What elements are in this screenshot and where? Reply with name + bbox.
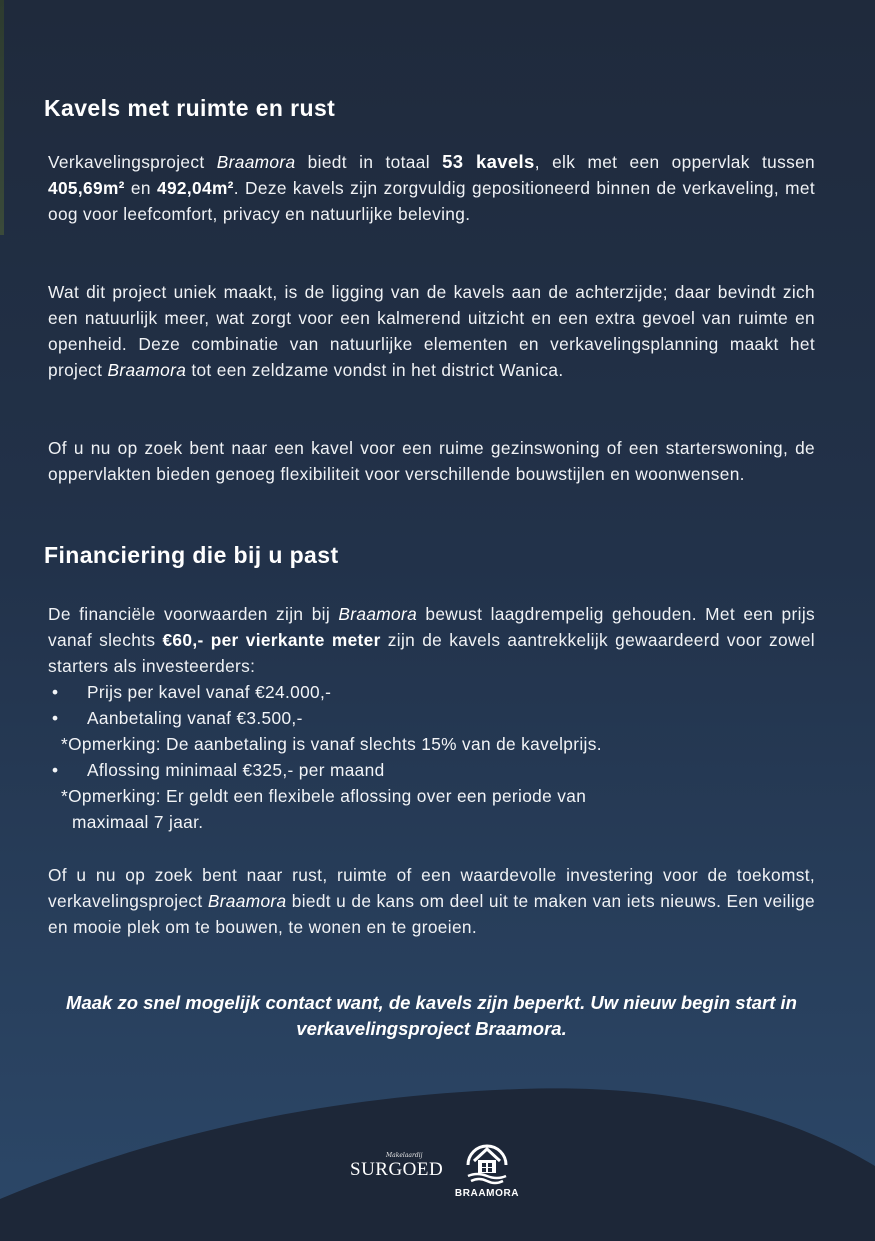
bullet-icon: •	[52, 708, 59, 728]
section-heading-kavels: Kavels met ruimte en rust	[44, 95, 336, 121]
braamora-wordmark: BRAAMORA	[454, 1188, 520, 1199]
house-icon	[462, 1135, 512, 1185]
paragraph-kavels-intro: Verkavelingsproject Braamora biedt in totaal 53 kavels, elk met een oppervlak tussen 405,69m² en 492,04m². Deze kavels zijn zorgvuldig gepositioneerd binnen de verkaveling, met oog voor leefcomfort, privacy en natuurlijke beleving.	[48, 151, 816, 224]
closing-call-to-action: Maak zo snel mogelijk contact want, de kavels zijn beperkt. Uw nieuw begin start in verkavelingsproject Braamora.	[66, 992, 797, 1039]
surgoed-tagline: Makelaardij	[386, 1152, 423, 1159]
braamora-logo	[445, 1135, 529, 1207]
photo-edge-strip	[0, 0, 4, 235]
list-note-aanbetaling: *Opmerking: De aanbetaling is vanaf slechts 15% van de kavelprijs.	[61, 734, 602, 754]
list-note-aflossing-cont: maximaal 7 jaar.	[72, 812, 204, 832]
list-item-aanbetaling: • Aanbetaling vanaf €3.500,-	[48, 705, 815, 731]
surgoed-wordmark: SURGOED	[350, 1159, 444, 1180]
list-note-aflossing: *Opmerking: Er geldt een flexibele aflossing over een periode van	[61, 786, 587, 806]
paragraph-flexibiliteit: Of u nu op zoek bent naar een kavel voor een ruime gezinswoning of een starterswoning, de oppervlakten bieden genoeg flexibiliteit voor verschillende bouwstijlen en woonwensen.	[48, 438, 815, 484]
bullet-icon: •	[52, 760, 59, 780]
paragraph-investering: Of u nu op zoek bent naar rust, ruimte of een waardevolle investering voor de toekomst, verkavelingsproject Braamora biedt u de kans om deel uit te maken van iets nieuws. Een veilige en mooie plek om te bouwen, te wonen en te groeien.	[48, 865, 815, 937]
list-item-aflossing: • Aflossing minimaal €325,- per maand	[48, 757, 815, 783]
paragraph-ligging: Wat dit project uniek maakt, is de ligging van de kavels aan de achterzijde; daar bevindt zich een natuurlijk meer, wat zorgt voor een kalmerend uitzicht en een extra gevoel van ruimte en openheid. Deze combinatie van natuurlijke elementen en verkavelingsplanning maakt het project Braamora tot een zeldzame vondst in het district Wanica.	[48, 282, 815, 380]
paragraph-financiering-intro: De financiële voorwaarden zijn bij Braamora bewust laagdrempelig gehouden. Met een prijs vanaf slechts €60,- per vierkante meter zijn de kavels aantrekkelijk gewaardeerd voor zowel starters als investeerders:	[48, 604, 815, 676]
financing-list	[48, 679, 815, 835]
list-item-prijs: • Prijs per kavel vanaf €24.000,-	[48, 679, 815, 705]
section-heading-financiering: Financiering die bij u past	[44, 542, 339, 568]
bullet-icon: •	[52, 682, 59, 702]
surgoed-logo	[350, 1152, 442, 1184]
